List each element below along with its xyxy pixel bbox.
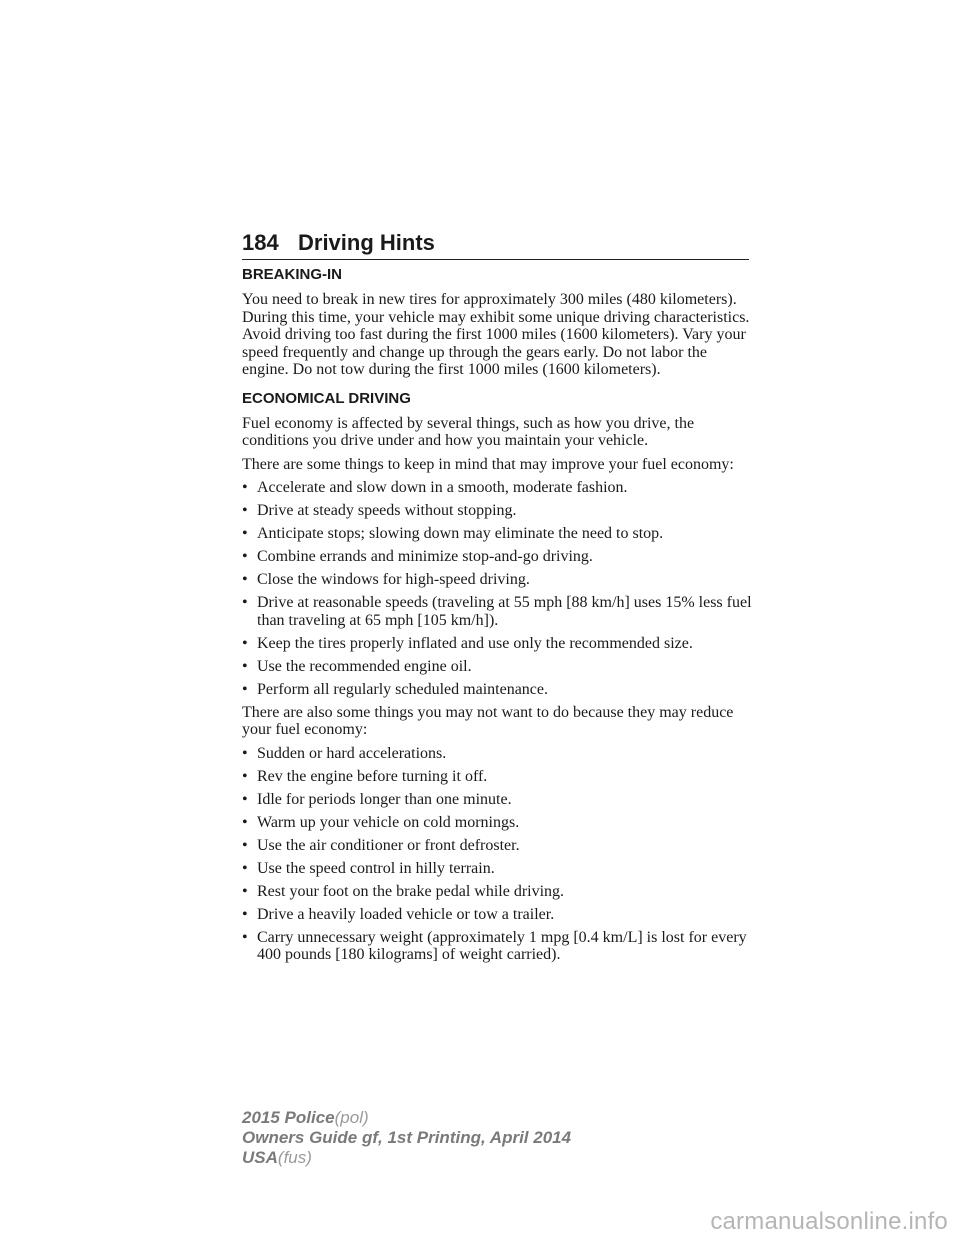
bullet-icon: • [242, 859, 248, 877]
list-item: • Combine errands and minimize stop-and-go driving. [242, 548, 593, 565]
bullet-icon: • [242, 502, 248, 519]
footer-line-printing: Owners Guide gf, 1st Printing, April 2014 [242, 1128, 572, 1147]
list-item: • Drive a heavily loaded vehicle or tow a trailer. [242, 905, 555, 923]
list-item: • Use the air conditioner or front defroster. [242, 836, 520, 854]
list-item: • Drive at steady speeds without stopping. [242, 502, 517, 519]
chapter-title: Driving Hints [298, 230, 435, 255]
reduce-intro: There are also some things you may not want to do because they may reduce your fuel economy: [242, 703, 734, 738]
list-item: • Use the speed control in hilly terrain. [242, 859, 495, 877]
footer-model-code: (pol) [334, 1108, 369, 1127]
list-item: • Rest your foot on the brake pedal while driving. [242, 882, 565, 900]
footer-market: USA [242, 1148, 278, 1167]
page-number: 184 [242, 230, 279, 255]
footer-market-code: (fus) [277, 1148, 312, 1167]
list-item: • Use the recommended engine oil. [242, 657, 472, 675]
bullet-icon: • [242, 790, 248, 808]
list-item: • Accelerate and slow down in a smooth, moderate fashion. [242, 479, 628, 496]
economical-driving-heading: ECONOMICAL DRIVING [242, 389, 411, 407]
bullet-icon: • [242, 525, 248, 542]
page-header [242, 228, 749, 260]
footer-line-model [242, 1108, 571, 1128]
bullet-icon: • [242, 634, 248, 652]
bullet-icon: • [242, 657, 248, 675]
bullet-icon: • [242, 479, 248, 496]
list-item: • Keep the tires properly inflated and use only the recommended size. [242, 634, 693, 652]
list-item: • Warm up your vehicle on cold mornings. [242, 813, 520, 831]
breaking-in-paragraph: You need to break in new tires for approximately 300 miles (480 kilometers). During this time, your vehicle may exhibit some unique driving characteristics. Avoid driving too fast during the first 1000 miles (1600 kilometers). Vary your speed frequently and change up through the gears early. Do not labor the engine. Do not tow during the first 1000 miles (1600 kilometers). [242, 291, 750, 378]
bullet-icon: • [242, 744, 248, 762]
footer-model-year: 2015 Police [242, 1108, 335, 1127]
page-content [242, 266, 754, 969]
bullet-icon: • [242, 680, 248, 698]
bullet-icon: • [242, 548, 248, 565]
bullet-icon: • [242, 571, 248, 588]
improve-list [242, 479, 754, 698]
improve-intro: There are some things to keep in mind that may improve your fuel economy: [242, 455, 734, 473]
breaking-in-heading: BREAKING-IN [242, 266, 342, 283]
reduce-list [242, 745, 754, 964]
list-item: • Rev the engine before turning it off. [242, 767, 488, 785]
list-item: • Drive at reasonable speeds (traveling at 55 mph [88 km/h] uses 15% less fuel than traveling at 65 mph [105 km/h]). [242, 594, 752, 629]
list-item: • Carry unnecessary weight (approximately 1 mpg [0.4 km/L] is lost for every 400 pounds [180 kilograms] of weight carried). [242, 928, 747, 963]
list-item: • Close the windows for high-speed driving. [242, 571, 530, 588]
bullet-icon: • [242, 767, 248, 785]
bullet-icon: • [242, 928, 248, 946]
list-item: • Idle for periods longer than one minute. [242, 790, 512, 808]
bullet-icon: • [242, 594, 248, 611]
bullet-icon: • [242, 813, 248, 831]
bullet-icon: • [242, 905, 248, 923]
list-item: • Sudden or hard accelerations. [242, 744, 447, 762]
bullet-icon: • [242, 882, 248, 900]
economical-driving-intro: Fuel economy is affected by several things, such as how you drive, the conditions you drive under and how you maintain your vehicle. [242, 414, 695, 449]
page-footer [242, 1108, 571, 1168]
list-item: • Perform all regularly scheduled maintenance. [242, 680, 548, 698]
list-item: • Anticipate stops; slowing down may eliminate the need to stop. [242, 525, 664, 542]
watermark-text: carmanualsonline.info [710, 1208, 948, 1235]
footer-line-market [242, 1148, 571, 1168]
bullet-icon: • [242, 836, 248, 854]
